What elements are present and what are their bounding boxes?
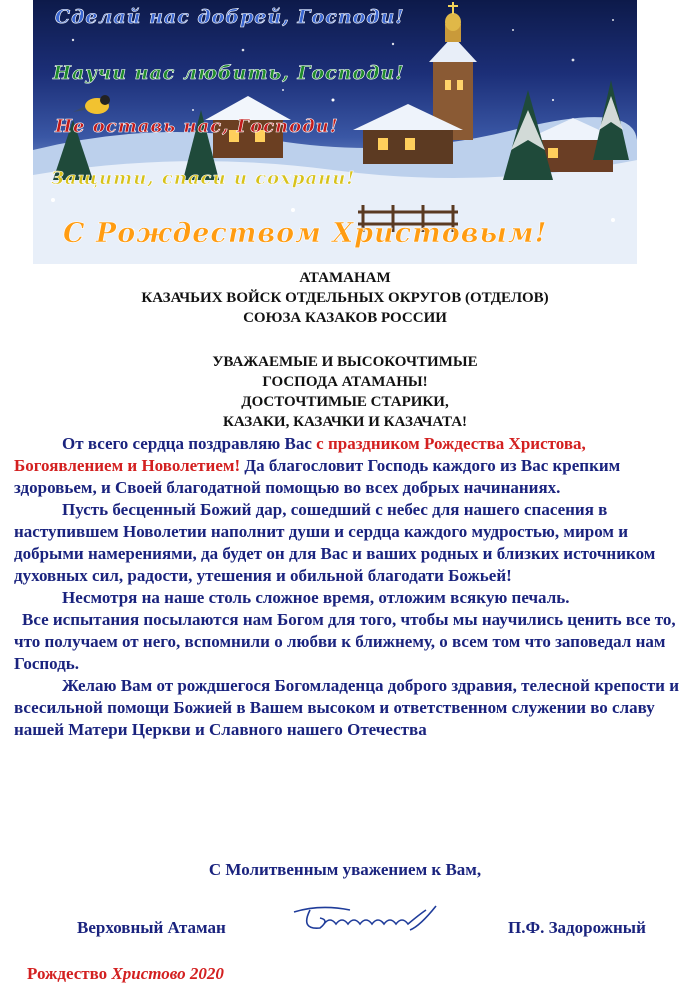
- holiday-highlight: с праздником Рождества Христова, Богоявлением и Новолетием!: [14, 434, 586, 475]
- banner-greeting-2: Научи нас любить, Господи!: [53, 62, 405, 84]
- footer-italic: Христово 2020: [111, 964, 224, 983]
- christmas-banner-image: [33, 0, 637, 264]
- paragraph-1-start: От всего сердца поздравляю Вас: [62, 434, 317, 453]
- salutation-line-4: КАЗАКИ, КАЗАЧКИ И КАЗАЧАТА!: [222, 414, 468, 430]
- addressee-line-1: АТАМАНАМ: [299, 270, 391, 286]
- paragraph-5: Желаю Вам от рождшегося Богомладенца доброго здравия, телесной крепости и всесильной помощи Божией в Вашем высоком и ответственном служении во славу нашей Матери Церкви и Славного нашего Отечества: [14, 676, 680, 739]
- signatory-title: Верховный Атаман: [77, 918, 226, 937]
- paragraph-4: Все испытания посылаются нам Богом для того, чтобы мы научились ценить все то, что получаем от него, вспомнили о любви к ближнему, о всем том что заповедал нам Господь.: [14, 610, 676, 673]
- paragraph-3: Несмотря на наше столь сложное время, отложим всякую печаль.: [62, 588, 570, 607]
- letter-body: [14, 433, 680, 741]
- addressee-block: [0, 268, 690, 328]
- salutation-block: [0, 352, 690, 432]
- banner-greeting-3: Не оставь нас, Господи!: [55, 116, 339, 137]
- paragraph-1-end: Да благословит Господь каждого из Вас крепким здоровьем, и Своей благодатной помощью во всех добрых начинаниях.: [14, 456, 621, 497]
- banner-greeting-4: Защити, спаси и сохрани!: [51, 168, 356, 189]
- signatory-name: П.Ф. Задорожный: [508, 918, 646, 937]
- salutation-line-1: УВАЖАЕМЫЕ И ВЫСОКОЧТИМЫЕ: [212, 354, 478, 370]
- paragraph-2: Пусть бесценный Божий дар, сошедший с небес для нашего спасения в наступившем Новолетии наполнит души и сердца каждого мудростью, миром и добрыми намерениями, да будет он для Вас и ваших родных и близких источником духовных сил, радости, утешения и обильной благодати Божьей!: [14, 500, 656, 585]
- closing-line: С Молитвенным уважением к Вам,: [208, 860, 482, 879]
- paragraph-1: [14, 433, 680, 499]
- addressee-line-2: КАЗАЧЬИХ ВОЙСК ОТДЕЛЬНЫХ ОКРУГОВ (ОТДЕЛОВ): [141, 290, 549, 306]
- handwritten-signature: [290, 900, 440, 940]
- footer-normal: Рождество: [27, 964, 112, 983]
- addressee-line-3: СОЮЗА КАЗАКОВ РОССИИ: [243, 310, 447, 326]
- salutation-line-2: ГОСПОДА АТАМАНЫ!: [262, 374, 428, 390]
- banner-main-greeting: С Рождеством Христовым!: [63, 218, 548, 249]
- bird-icon: [73, 95, 110, 114]
- footer-date: [27, 964, 224, 984]
- banner-greeting-1: Сделай нас добрей, Господи!: [55, 6, 405, 28]
- salutation-line-3: ДОСТОЧТИМЫЕ СТАРИКИ,: [241, 394, 449, 410]
